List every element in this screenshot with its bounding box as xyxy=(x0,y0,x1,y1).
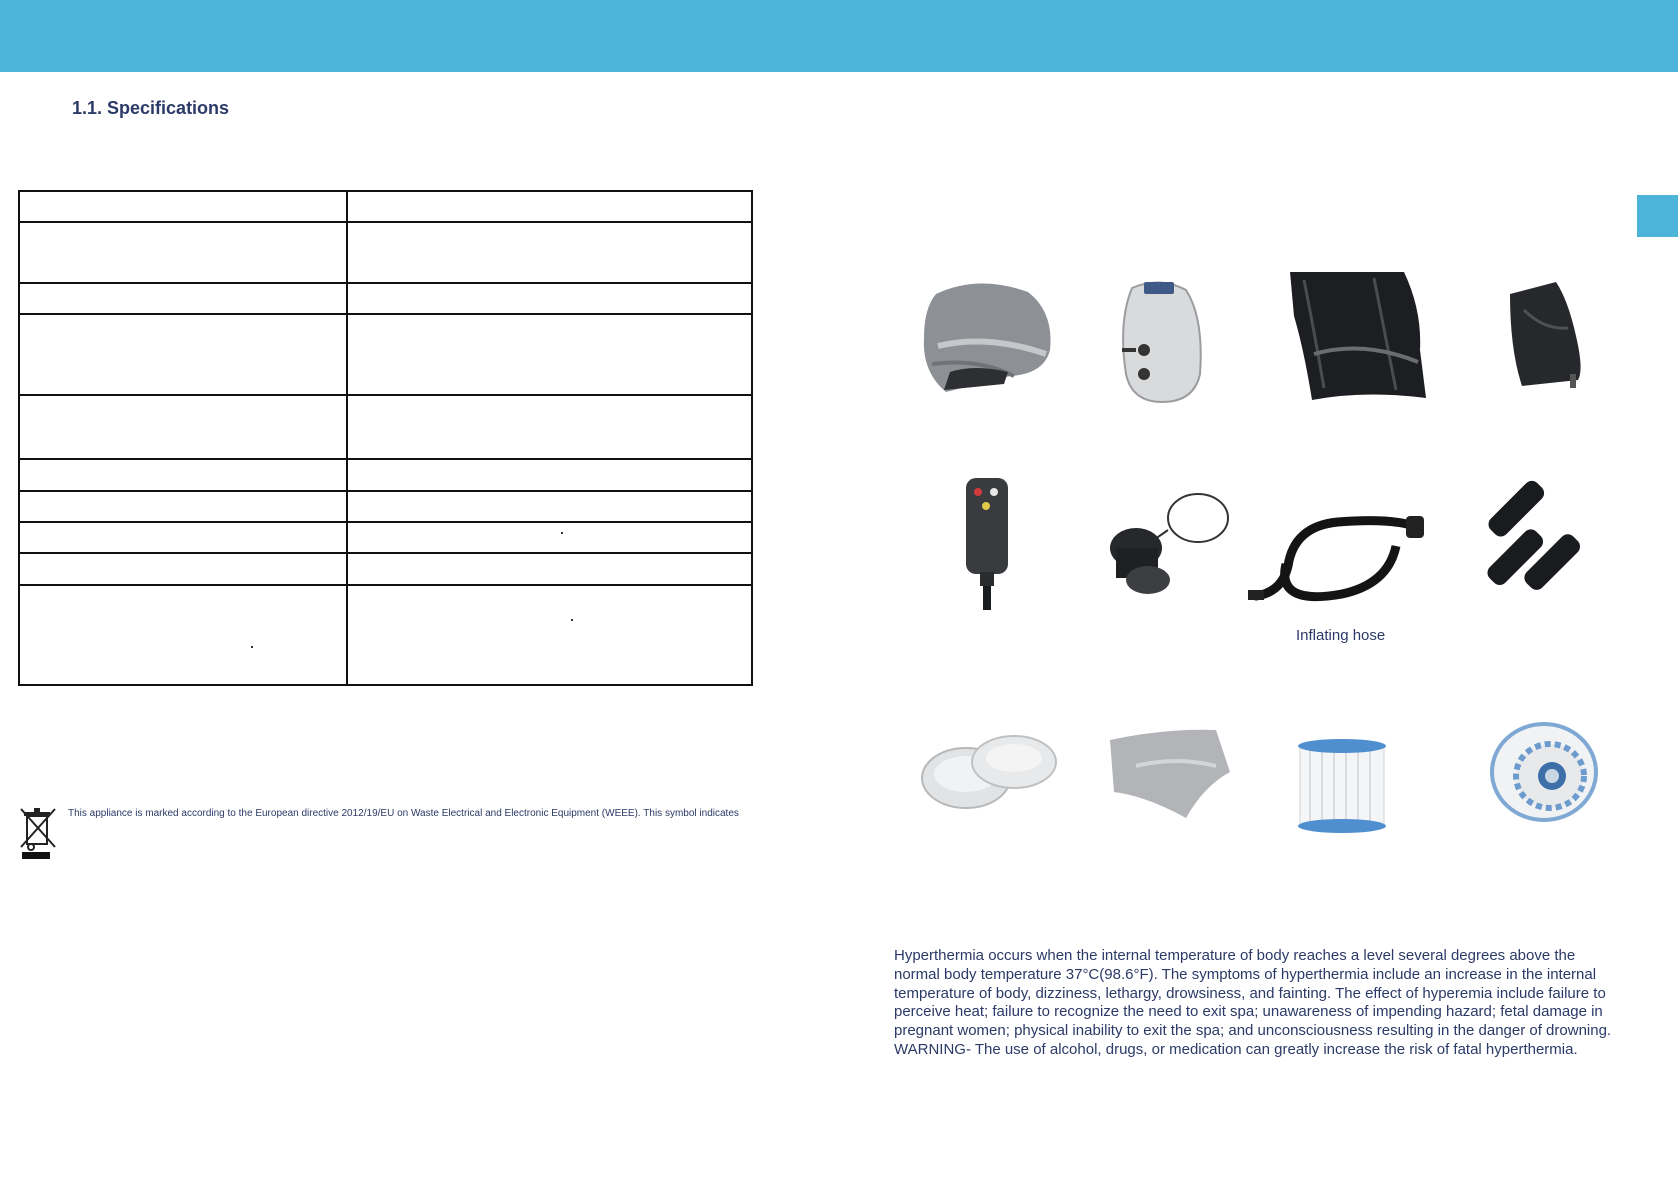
weee-notice: This appliance is marked according to the European directive 2012/19/EU on Waste Electrical and Electronic Equipment (WEEE). This symbol indicates xyxy=(68,808,739,819)
table-row xyxy=(19,491,752,522)
folded-spa-pool-icon xyxy=(918,272,1058,402)
plastic-caps-icon xyxy=(920,732,1060,810)
header-bar xyxy=(0,0,1678,72)
table-cell xyxy=(19,491,347,522)
table-row xyxy=(19,459,752,491)
table-cell xyxy=(347,283,752,314)
filter-cartridge-icon xyxy=(1296,736,1388,836)
table-mark xyxy=(251,646,253,648)
section-title: 1.1. Specifications xyxy=(72,98,230,118)
table-cell xyxy=(19,459,347,491)
table-cell xyxy=(347,222,752,283)
hyperthermia-warning xyxy=(894,947,1644,1060)
table-row xyxy=(19,553,752,585)
warning-line: normal body temperature 37°C(98.6°F). The symptoms of hyperthermia include an increase in the internal xyxy=(894,965,1597,983)
table-cell xyxy=(347,459,752,491)
table-mark xyxy=(561,532,563,534)
table-cell xyxy=(347,191,752,222)
table-cell xyxy=(347,585,752,685)
pump-unit-icon xyxy=(1114,278,1206,406)
table-cell xyxy=(19,522,347,553)
table-cell xyxy=(347,522,752,553)
specifications-table xyxy=(18,190,753,686)
connector-pipes-icon xyxy=(1484,480,1610,610)
warning-line: Hyperthermia occurs when the internal temperature of body reaches a level several degrees above the xyxy=(894,947,1576,964)
table-row xyxy=(19,222,752,283)
table-row xyxy=(19,585,752,685)
inflating-hose-icon xyxy=(1246,506,1426,602)
spa-cover-icon xyxy=(1284,270,1430,402)
inflating-hose-label: Inflating hose xyxy=(1296,627,1386,644)
table-mark xyxy=(571,619,573,621)
table-cell xyxy=(19,553,347,585)
table-cell xyxy=(19,191,347,222)
table-cell xyxy=(19,222,347,283)
table-cell xyxy=(347,491,752,522)
table-cell xyxy=(347,553,752,585)
crossed-out-wheelie-bin-icon xyxy=(18,806,58,860)
table-cell xyxy=(19,314,347,395)
table-row xyxy=(19,522,752,553)
repair-patch-icon xyxy=(1106,726,1232,820)
ground-mat-icon xyxy=(1504,280,1588,394)
table-row xyxy=(19,314,752,395)
warning-line: temperature of body, dizziness, lethargy, drowsiness, and fainting. The effect of hyperemia include failure to xyxy=(894,984,1606,1002)
table-row xyxy=(19,283,752,314)
table-row xyxy=(19,395,752,459)
table-cell xyxy=(19,395,347,459)
warning-line: WARNING- The use of alcohol, drugs, or medication can greatly increase the risk of fatal hyperthermia. xyxy=(894,1040,1578,1058)
table-cell xyxy=(347,314,752,395)
table-cell xyxy=(19,283,347,314)
valve-cap-icon xyxy=(1106,490,1232,602)
warning-line: pregnant women; physical inability to exit the spa; and unconsciousness resulting in the danger of drowning. xyxy=(894,1022,1612,1040)
table-row xyxy=(19,191,752,222)
filter-housing-icon xyxy=(1488,720,1600,826)
table-cell xyxy=(19,585,347,685)
warning-line: perceive heat; failure to recognize the need to exit spa; unawareness of impending hazard; fetal damage in xyxy=(894,1003,1603,1021)
side-tab-marker xyxy=(1637,195,1678,237)
rcd-plug-icon xyxy=(962,476,1012,612)
table-cell xyxy=(347,395,752,459)
